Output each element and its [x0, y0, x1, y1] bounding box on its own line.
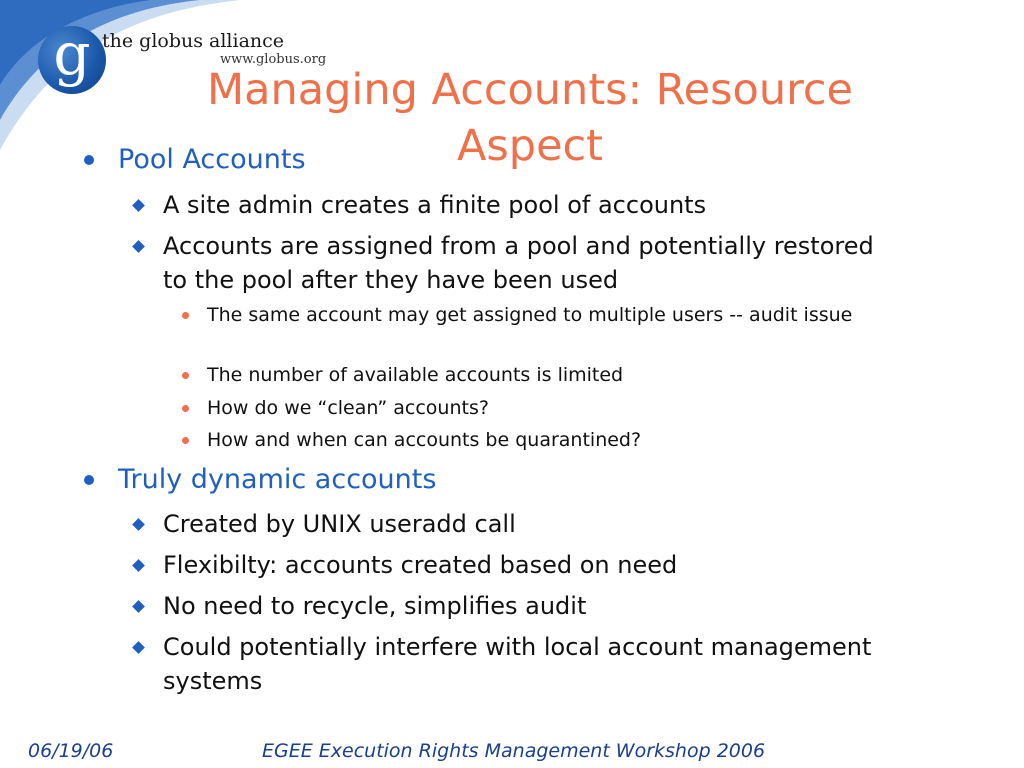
- slide-title: Managing Accounts: Resource Aspect: [207, 65, 853, 171]
- diamond-bullet-icon: [132, 518, 145, 531]
- bullet-icon: [84, 475, 94, 485]
- diamond-bullet-icon: [132, 240, 145, 253]
- diamond-bullet-icon: [132, 600, 145, 613]
- logo-url: www.globus.org: [220, 52, 327, 67]
- sub-list-item-text: How do we “clean” accounts?: [207, 397, 489, 419]
- section-label: Pool Accounts: [118, 144, 306, 175]
- list-item-text: No need to recycle, simplifies audit: [163, 592, 587, 620]
- bullet-icon: [84, 155, 94, 165]
- footer-event: EGEE Execution Rights Management Workshop 2006: [262, 740, 766, 762]
- diamond-bullet-icon: [132, 641, 145, 654]
- footer-date: 06/19/06: [28, 740, 114, 762]
- list-item-text: Flexibilty: accounts created based on need: [163, 551, 678, 579]
- dot-bullet-icon: [182, 312, 189, 319]
- diamond-bullet-icon: [132, 559, 145, 572]
- dot-bullet-icon: [182, 437, 189, 444]
- list-item-text: A site admin creates a finite pool of accounts: [163, 191, 707, 219]
- list-item-text: Could potentially interfere with local account management systems: [163, 633, 872, 695]
- logo-glyph: g: [53, 20, 91, 88]
- sub-list-item-text: How and when can accounts be quarantined?: [207, 429, 642, 451]
- sub-list-item-text: The number of available accounts is limited: [207, 364, 624, 386]
- diamond-bullet-icon: [132, 199, 145, 212]
- list-item-text: Created by UNIX useradd call: [163, 510, 516, 538]
- sub-list-item-text: The same account may get assigned to multiple users -- audit issue: [207, 304, 853, 326]
- logo-name: the globus alliance: [102, 30, 285, 52]
- dot-bullet-icon: [182, 405, 189, 412]
- section-label: Truly dynamic accounts: [118, 464, 437, 495]
- dot-bullet-icon: [182, 372, 189, 379]
- list-item-text: Accounts are assigned from a pool and potentially restored to the pool after they have been used: [163, 232, 874, 294]
